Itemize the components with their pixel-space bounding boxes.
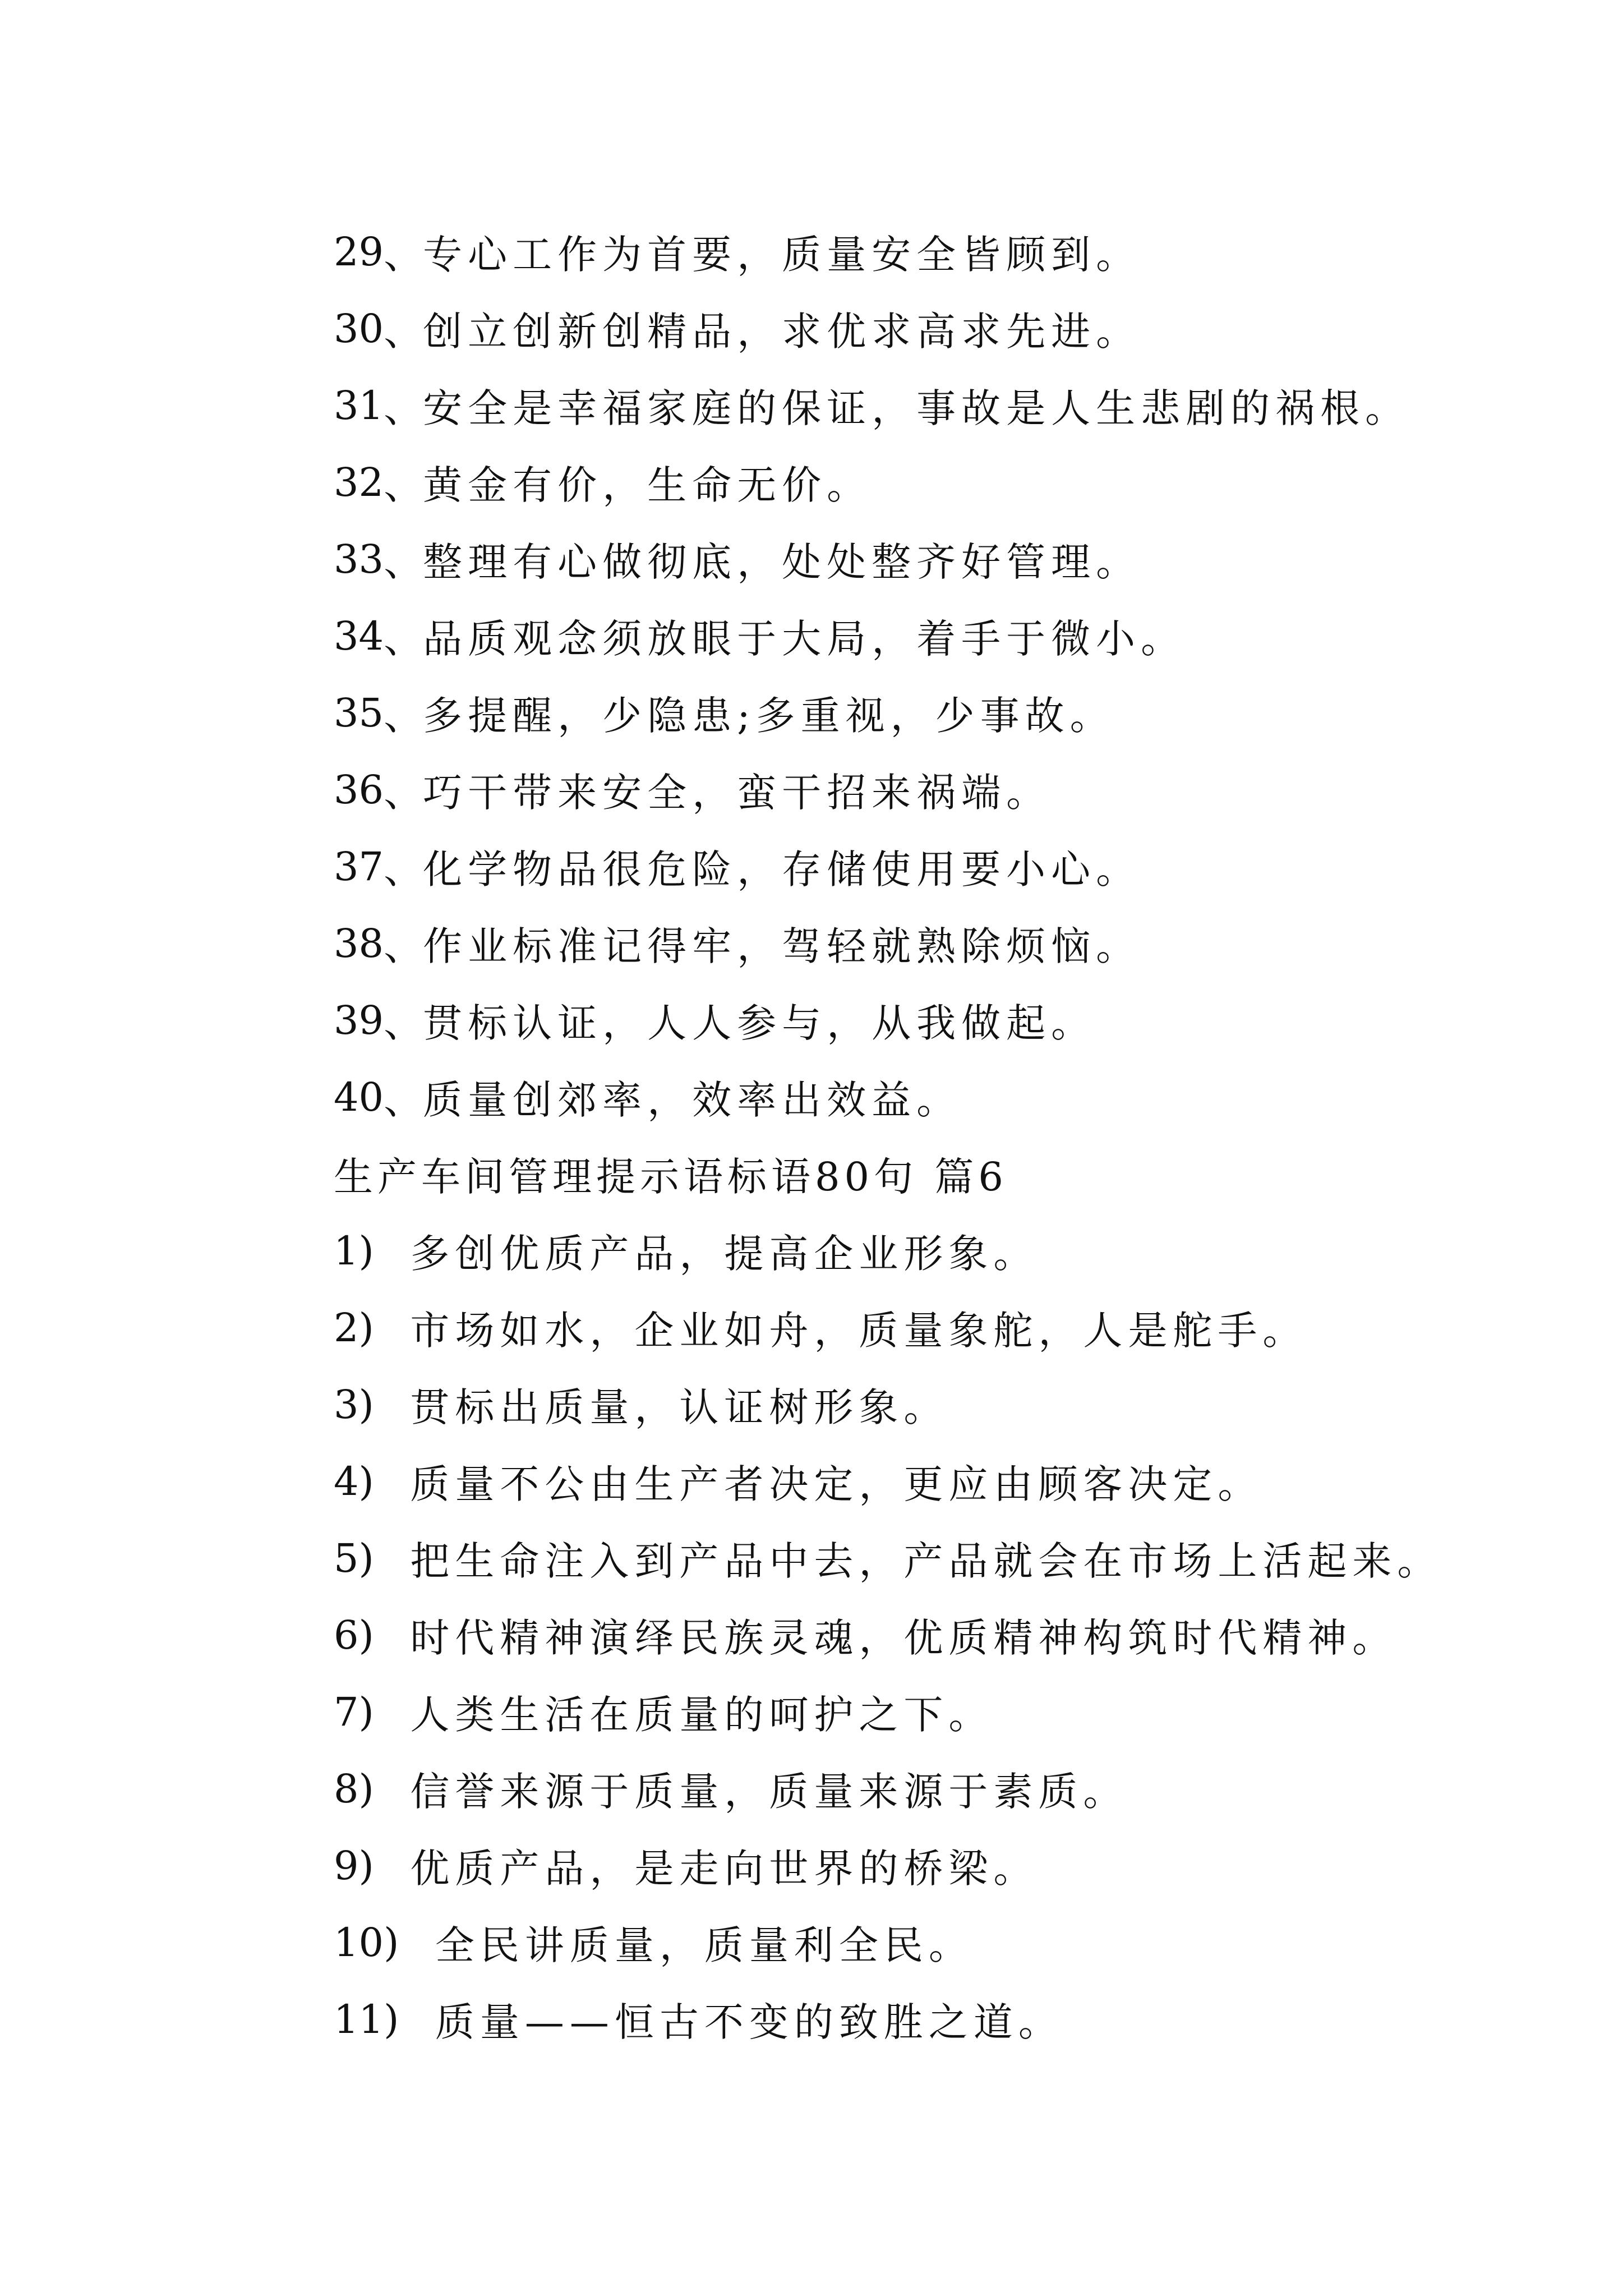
item-separator: 、 — [384, 462, 423, 508]
document-body — [334, 213, 1511, 2058]
list-item — [334, 597, 1511, 674]
list-item — [334, 828, 1511, 905]
item-text: 把生命注入到产品中去，产品就会在市场上活起来。 — [410, 1538, 1442, 1584]
item-number: 37 — [334, 843, 384, 890]
item-number: 31 — [334, 382, 384, 429]
item-separator: 、 — [384, 385, 423, 431]
item-number: 7) — [334, 1688, 374, 1735]
item-number: 11) — [334, 1996, 399, 2042]
item-number: 3) — [334, 1381, 374, 1428]
list-item — [334, 982, 1511, 1059]
list-item — [334, 1520, 1511, 1596]
item-number: 6) — [334, 1612, 374, 1658]
item-text: 贯标认证，人人参与，从我做起。 — [423, 1000, 1096, 1046]
item-number: 35 — [334, 689, 384, 736]
list-item — [334, 905, 1511, 982]
item-separator: 、 — [384, 309, 423, 355]
item-number: 30 — [334, 305, 384, 352]
item-separator: 、 — [384, 846, 423, 892]
item-text: 巧干带来安全，蛮干招来祸端。 — [423, 770, 1052, 816]
item-separator: 、 — [384, 693, 423, 739]
item-separator: 、 — [384, 616, 423, 662]
list-item — [334, 444, 1511, 521]
list-item — [334, 1827, 1511, 1904]
item-separator: 、 — [384, 232, 423, 278]
item-text: 时代精神演绎民族灵魂，优质精神构筑时代精神。 — [410, 1615, 1398, 1661]
item-separator: 、 — [384, 923, 423, 969]
item-text: 质量——恒古不变的致胜之道。 — [435, 1999, 1063, 2045]
item-number: 34 — [334, 613, 384, 659]
item-text: 多提醒，少隐患;多重视，少事故。 — [423, 693, 1115, 739]
item-number: 36 — [334, 766, 384, 813]
item-number: 38 — [334, 920, 384, 967]
item-text: 多创优质产品，提高企业形象。 — [410, 1231, 1039, 1277]
item-separator: 、 — [384, 1077, 423, 1123]
item-text: 创立创新创精品，求优求高求先进。 — [423, 309, 1141, 355]
list-item — [334, 1750, 1511, 1827]
list-item — [334, 1289, 1511, 1366]
item-number: 33 — [334, 536, 384, 582]
list-item — [334, 1904, 1511, 1981]
item-text: 黄金有价，生命无价。 — [423, 462, 872, 508]
item-separator: 、 — [384, 539, 423, 585]
item-text: 质量不公由生产者决定，更应由顾客决定。 — [410, 1461, 1263, 1507]
item-text: 信誉来源于质量，质量来源于素质。 — [410, 1769, 1128, 1815]
item-number: 4) — [334, 1458, 374, 1504]
list-item — [334, 290, 1511, 367]
item-number: 39 — [334, 997, 384, 1043]
item-separator: 、 — [384, 1000, 423, 1046]
list-item — [334, 521, 1511, 597]
list-item — [334, 1366, 1511, 1443]
list-item — [334, 367, 1511, 444]
item-number: 1) — [334, 1227, 374, 1274]
item-text: 全民讲质量，质量利全民。 — [435, 1922, 974, 1968]
list-item — [334, 674, 1511, 751]
list-item — [334, 1059, 1511, 1135]
item-number: 40 — [334, 1074, 384, 1120]
item-number: 5) — [334, 1535, 374, 1581]
item-separator: 、 — [384, 770, 423, 816]
item-number: 2) — [334, 1304, 374, 1351]
item-text: 质量创郊率，效率出效益。 — [423, 1077, 962, 1123]
item-number: 32 — [334, 459, 384, 505]
item-text: 安全是幸福家庭的保证，事故是人生悲剧的祸根。 — [423, 385, 1410, 431]
list-item — [334, 1673, 1511, 1750]
item-text: 贯标出质量，认证树形象。 — [410, 1384, 949, 1430]
item-text: 整理有心做彻底，处处整齐好管理。 — [423, 539, 1141, 585]
list-item — [334, 1443, 1511, 1520]
section-heading — [334, 1135, 1511, 1212]
list-item — [334, 1981, 1511, 2058]
item-number: 29 — [334, 228, 384, 275]
item-number: 9) — [334, 1842, 374, 1889]
item-text: 市场如水，企业如舟，质量象舵，人是舵手。 — [410, 1308, 1308, 1354]
list-item — [334, 751, 1511, 828]
list-item — [334, 1596, 1511, 1673]
item-text: 优质产品，是走向世界的桥梁。 — [410, 1846, 1039, 1892]
item-text: 作业标准记得牢，驾轻就熟除烦恼。 — [423, 923, 1141, 969]
item-text: 专心工作为首要，质量安全皆顾到。 — [423, 232, 1141, 278]
list-item — [334, 1212, 1511, 1289]
section-heading-text: 生产车间管理提示语标语80句 篇6 — [334, 1154, 1008, 1200]
item-number: 8) — [334, 1765, 374, 1812]
item-number: 10) — [334, 1919, 399, 1966]
list-item — [334, 213, 1511, 290]
item-text: 人类生活在质量的呵护之下。 — [410, 1692, 994, 1738]
item-text: 品质观念须放眼于大局，着手于微小。 — [423, 616, 1186, 662]
item-text: 化学物品很危险，存储使用要小心。 — [423, 846, 1141, 892]
